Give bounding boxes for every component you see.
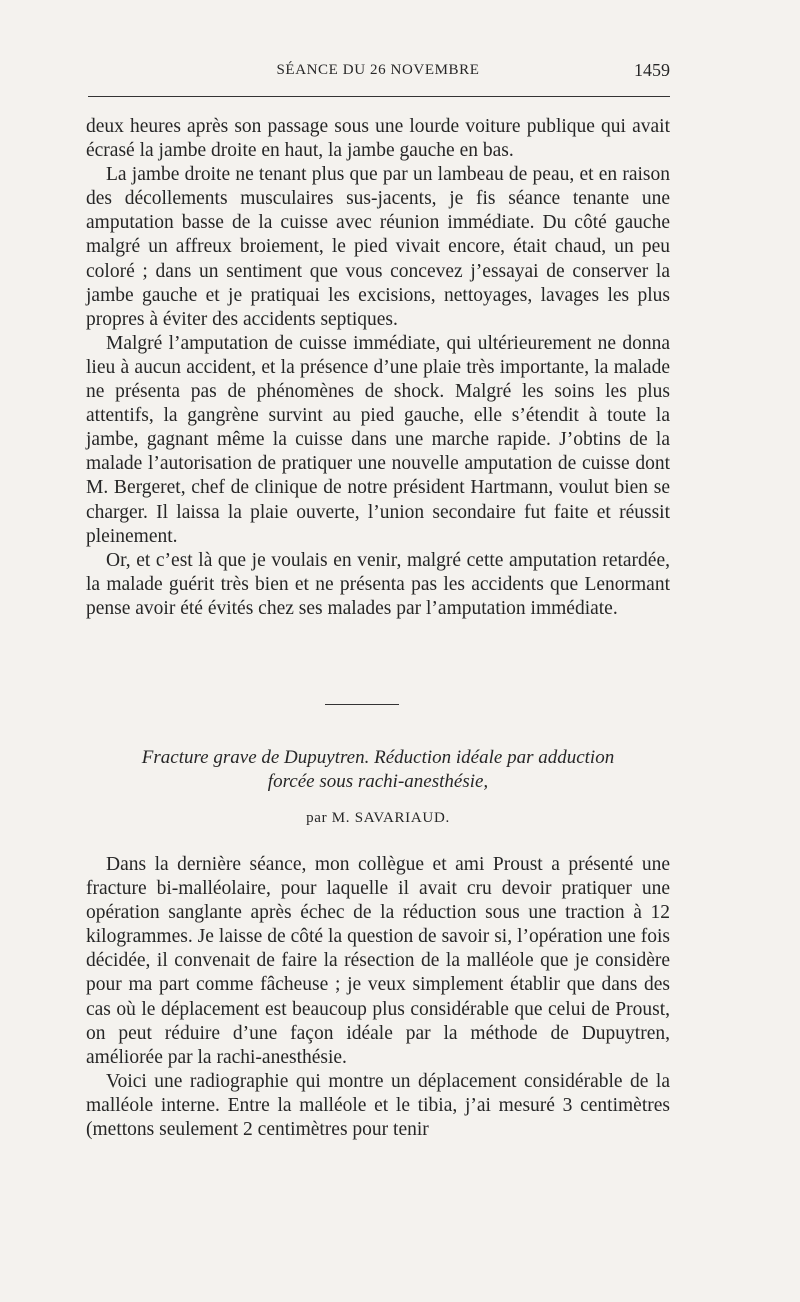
article-body <box>86 853 670 1142</box>
article-title-line: Fracture grave de Dupuytren. Réduction idéale par adduction <box>141 747 615 768</box>
section-divider <box>325 704 399 705</box>
paragraph: Or, et c’est là que je voulais en venir, malgré cette amputation retardée, la malade guérit très bien et ne présenta pas les accidents que Lenormant pense avoir été évités chez ses malades par l’amputation immédiate. <box>86 549 670 619</box>
paragraph: Dans la dernière séance, mon collègue et ami Proust a présenté une fracture bi-malléolaire, pour laquelle il avait cru devoir pratiquer une opération sanglante après échec de la réduction sous une traction à 12 kilogrammes. Je laisse de côté la question de savoir si, l’opération une fois décidée, il convenait de faire la résection de la malléole que je considère pour ma part comme fâcheuse ; je veux simplement établir que dans des cas où le déplacement est beaucoup plus considérable que celui de Proust, on peut réduire d’une façon idéale par la méthode de Dupuytren, améliorée par la rachi-anesthésie. <box>86 854 670 1068</box>
header-rule <box>88 96 670 97</box>
paragraph: Malgré l’amputation de cuisse immédiate, qui ultérieurement ne donna lieu à aucun accident, et la présence d’une plaie très importante, la malade ne présenta pas de phénomènes de shock. Malgré les soins les plus attentifs, la gangrène survint au pied gauche, elle s’étendit à toute la jambe, gagnant même la cuisse dans une marche rapide. J’obtins de la malade l’autorisation de pratiquer une nouvelle amputation de cuisse dont M. Bergeret, chef de clinique de notre président Hartmann, voulut bien se charger. Il laissa la plaie ouverte, l’union secondaire fut faite et réussit pleinement. <box>86 332 670 547</box>
paragraph: Voici une radiographie qui montre un déplacement considérable de la malléole interne. Entre la malléole et le tibia, j’ai mesuré 3 centimètres (mettons seulement 2 centimètres pour tenir <box>86 1070 670 1141</box>
article-title <box>86 746 670 794</box>
page-number: 1459 <box>634 60 670 80</box>
running-title: SÉANCE DU 26 NOVEMBRE <box>276 62 480 78</box>
running-head <box>86 62 670 84</box>
paragraph: deux heures après son passage sous une lourde voiture publique qui avait écrasé la jambe droite en haut, la jambe gauche en bas. <box>86 116 670 162</box>
article-title-line: forcée sous rachi-anesthésie, <box>267 771 489 792</box>
paragraph: La jambe droite ne tenant plus que par un lambeau de peau, et en raison des décollements musculaires sus-jacents, je fis séance tenante une amputation basse de la cuisse avec réunion immédiate. Du côté gauche malgré un affreux broiement, le pied vivait encore, était chaud, un peu coloré ; dans un sentiment que vous concevez j’essayai de conserver la jambe gauche et je pratiquai les excisions, nettoyages, lavages les plus propres à éviter des accidents septiques. <box>86 164 670 330</box>
previous-article-text <box>86 115 670 621</box>
byline: par M. SAVARIAUD. <box>306 810 450 826</box>
